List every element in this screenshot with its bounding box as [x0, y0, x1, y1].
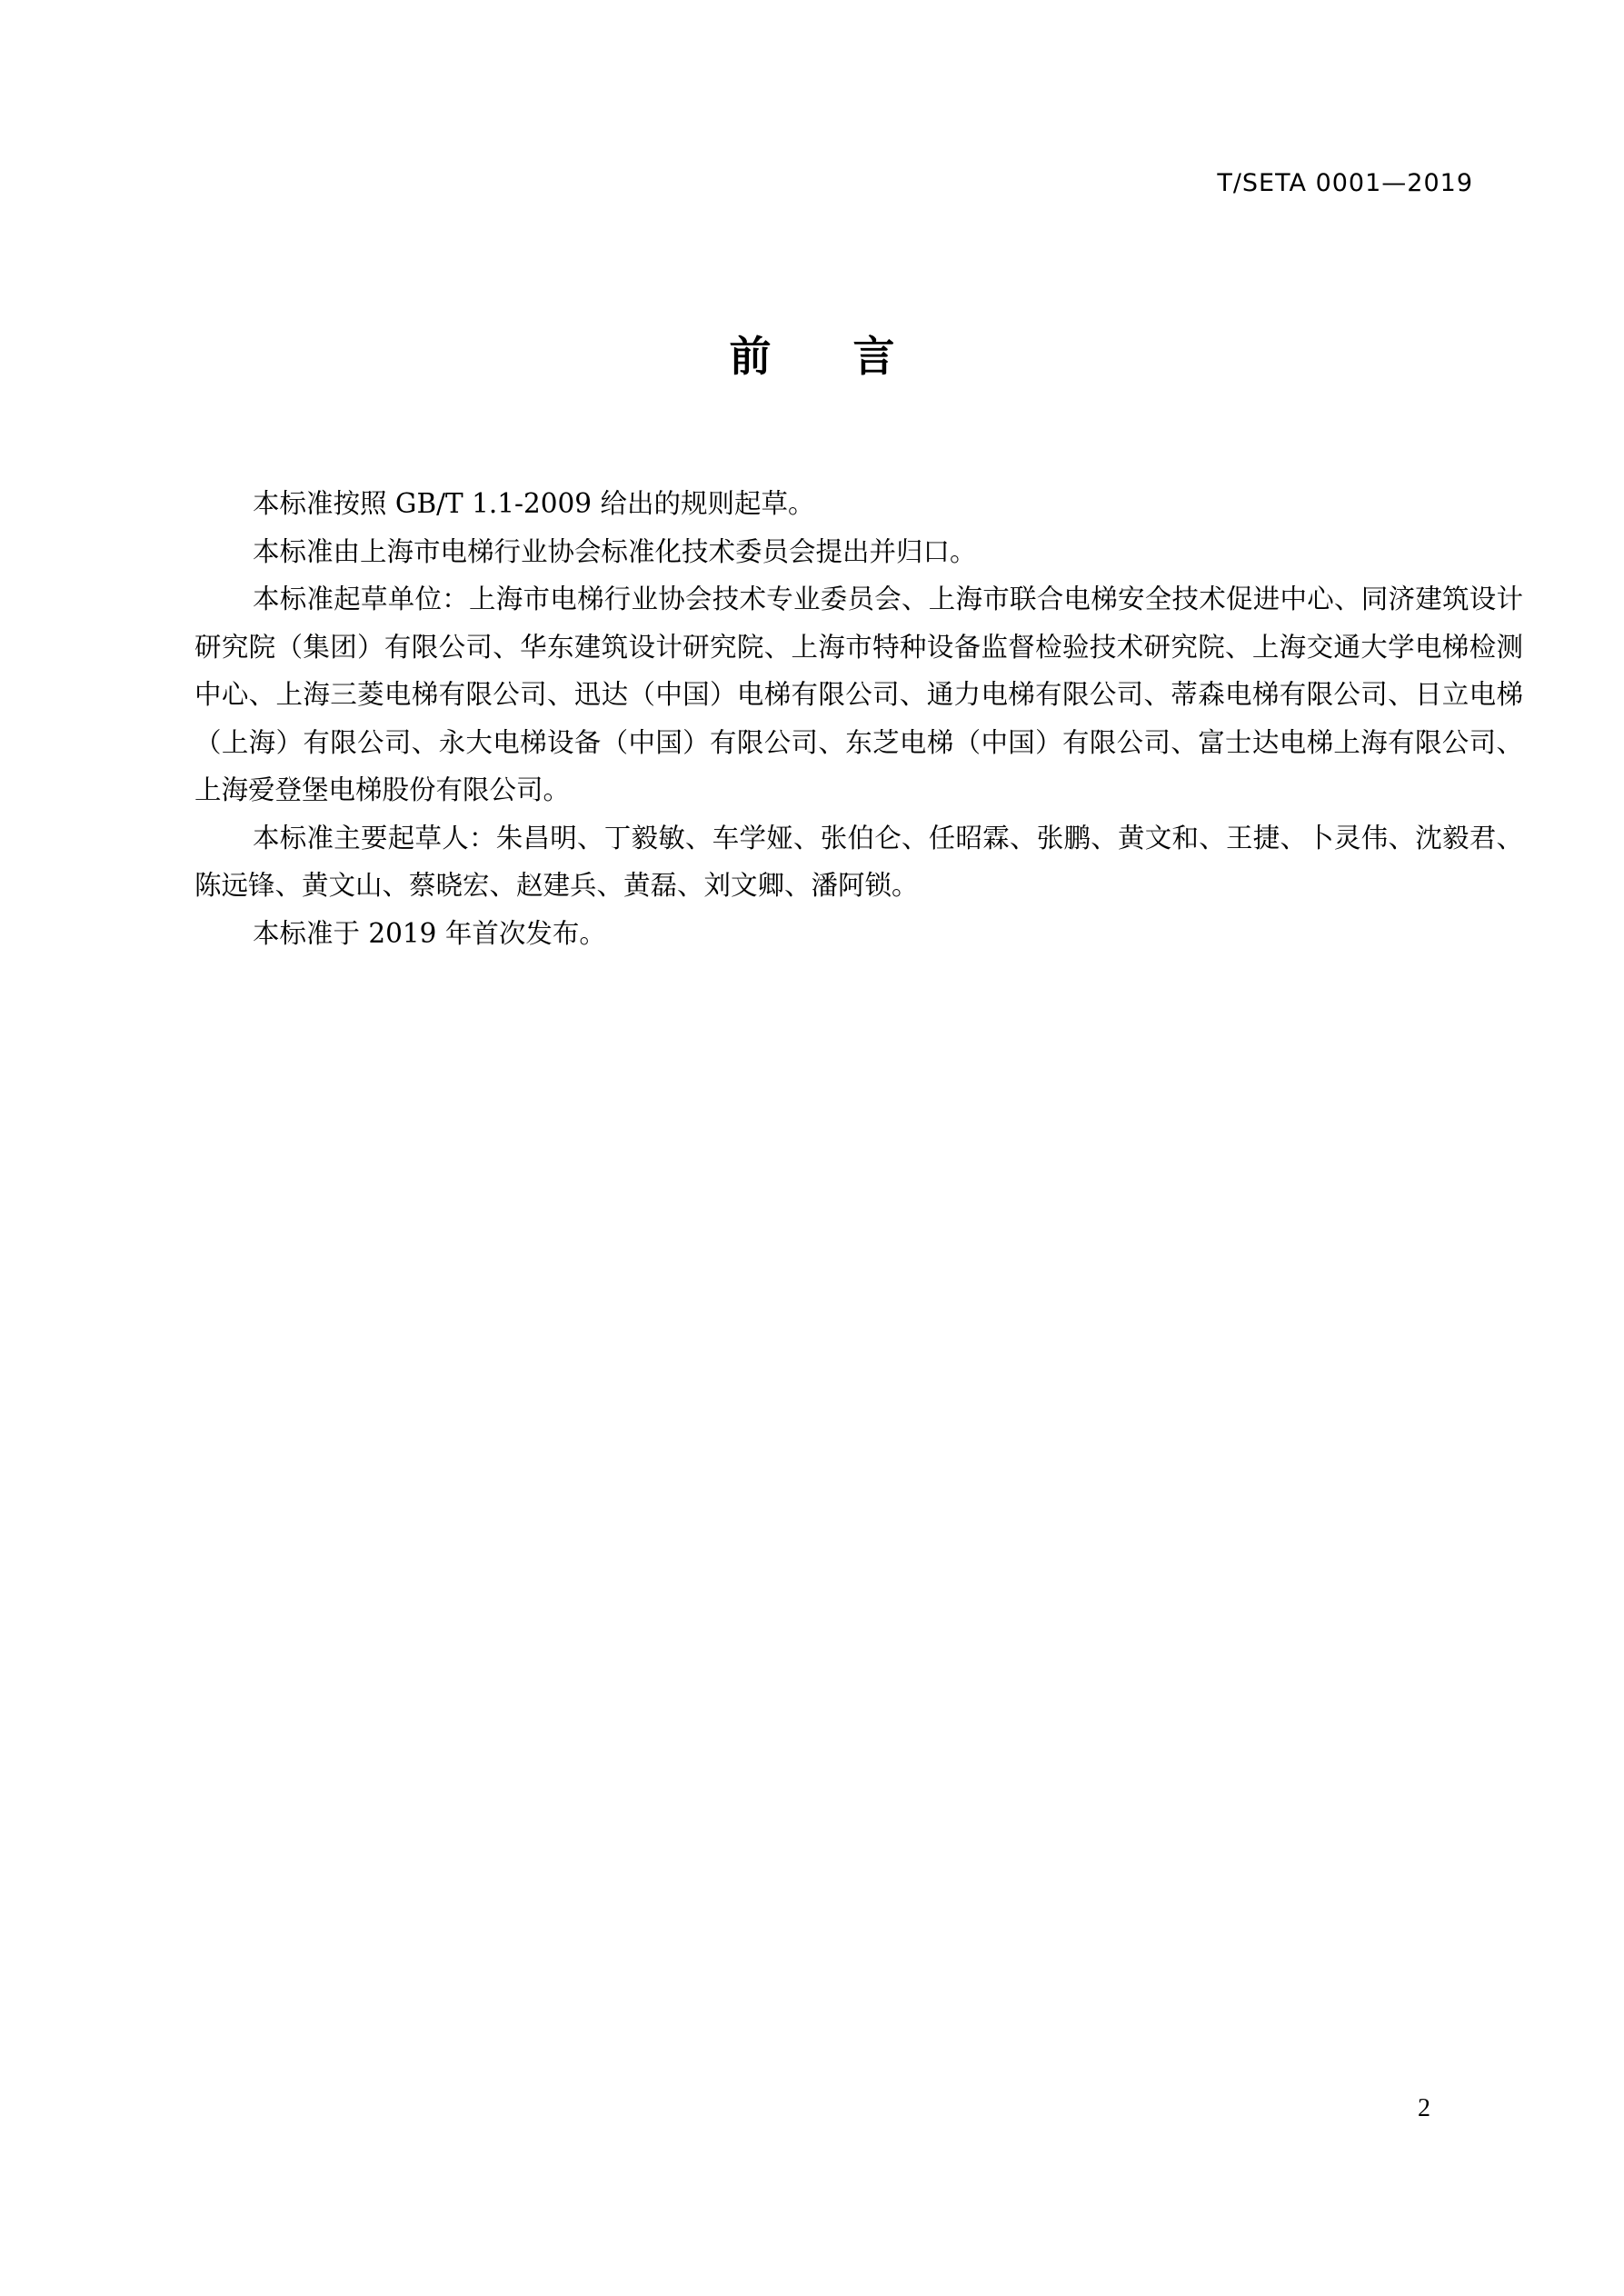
- paragraph-first-issue: 本标准于 2019 年首次发布。: [253, 917, 606, 949]
- paragraph-proposer: 本标准由上海市电梯行业协会标准化技术委员会提出并归口。: [253, 535, 977, 567]
- paragraph-drafting-rules: 本标准按照 GB/T 1.1-2009 给出的规则起草。: [253, 488, 815, 519]
- paragraph-drafters: 本标准主要起草人：朱昌明、丁毅敏、车学娅、张伯仑、任昭霖、张鹏、黄文和、王捷、卜灵伟、沈毅君、陈远锋、黄文山、蔡晓宏、赵建兵、黄磊、刘文卿、潘阿锁。: [194, 822, 1523, 901]
- paragraph-drafting-units: 本标准起草单位：上海市电梯行业协会技术专业委员会、上海市联合电梯安全技术促进中心、同济建筑设计研究院（集团）有限公司、华东建筑设计研究院、上海市特种设备监督检验技术研究院、上海交通大学电梯检测中心、上海三菱电梯有限公司、迅达（中国）电梯有限公司、通力电梯有限公司、蒂森电梯有限公司、日立电梯（上海）有限公司、永大电梯设备（中国）有限公司、东芝电梯（中国）有限公司、富士达电梯上海有限公司、上海爱登堡电梯股份有限公司。: [194, 584, 1523, 805]
- document-code: T/SETA 0001—2019: [1217, 169, 1473, 197]
- page-number: 2: [1418, 2094, 1430, 2122]
- foreword-body: [194, 480, 1523, 957]
- section-title: 前言: [729, 332, 977, 381]
